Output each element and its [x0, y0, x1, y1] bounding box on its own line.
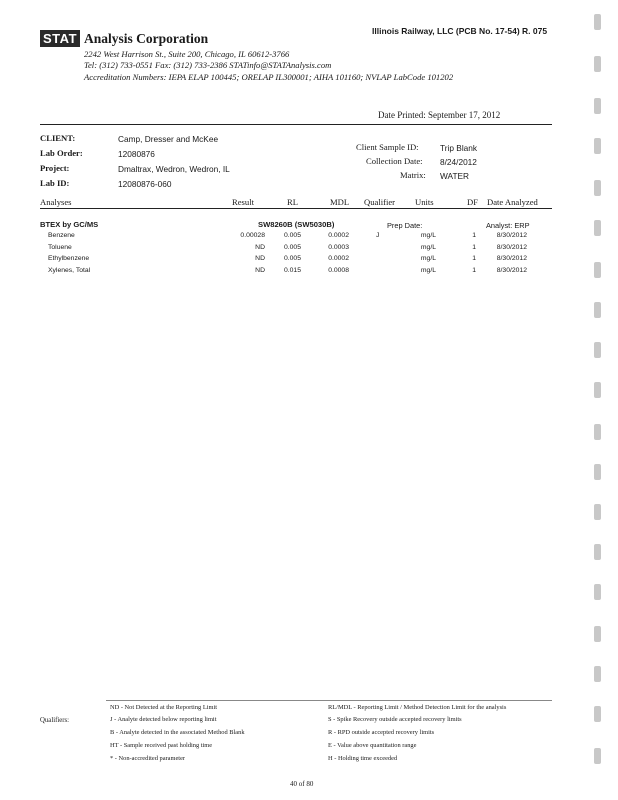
- col-qualifier: Qualifier: [364, 197, 396, 207]
- company-name: Analysis Corporation: [84, 30, 209, 46]
- col-analyses: Analyses: [40, 197, 72, 207]
- company-contact: Tel: (312) 733-0551 Fax: (312) 733-2386 STATinfo@STATAnalysis.com: [84, 60, 332, 70]
- col-rl: RL: [287, 197, 298, 207]
- accreditation-numbers: Accreditation Numbers: IEPA ELAP 100445; ORELAP IL300001; AIHA 101160; NVLAP LabCode 101202: [84, 72, 454, 82]
- col-date-analyzed: Date Analyzed: [487, 197, 538, 207]
- edge-tab: [594, 748, 601, 764]
- edge-tab: [594, 138, 601, 154]
- date-printed-value: September 17, 2012: [428, 110, 501, 120]
- edge-tab: [594, 14, 601, 30]
- qualifier-note: J - Analyte detected below reporting limit: [110, 716, 217, 723]
- edge-tab: [594, 626, 601, 642]
- cell-df: 1: [472, 243, 476, 251]
- edge-tab: [594, 98, 601, 114]
- company-address: 2242 West Harrison St., Suite 200, Chicago, IL 60612-3766: [84, 49, 290, 59]
- cell-rl: 0.005: [283, 255, 301, 262]
- col-units: Units: [415, 197, 434, 207]
- cell-result: ND: [255, 243, 265, 251]
- lab-order-label: Lab Order:: [40, 148, 83, 158]
- col-result: Result: [232, 197, 254, 207]
- edge-tab: [594, 302, 601, 318]
- edge-tab: [594, 464, 601, 480]
- cell-analyte: Ethylbenzene: [48, 255, 90, 262]
- cell-date: 8/30/2012: [496, 243, 527, 251]
- cell-units: mg/L: [420, 255, 436, 262]
- table-header-rule: [40, 208, 552, 209]
- matrix-value: WATER: [440, 171, 470, 181]
- edge-tab: [594, 584, 601, 600]
- collection-date-value: 8/24/2012: [440, 157, 477, 167]
- sample-id-value: Trip Blank: [440, 143, 478, 153]
- col-df: DF: [467, 197, 478, 207]
- qualifier-note: S - Spike Recovery outside accepted recovery limits: [328, 716, 462, 723]
- cell-analyte: Xylenes, Total: [48, 266, 91, 274]
- prep-date-label: Prep Date:: [387, 221, 423, 230]
- edge-tab: [594, 180, 601, 196]
- edge-tab: [594, 504, 601, 520]
- edge-tab: [594, 424, 601, 440]
- qualifier-note: E - Value above quantitation range: [328, 742, 417, 749]
- cell-analyte: Benzene: [48, 232, 75, 239]
- qualifier-note: B - Analyte detected in the associated Method Blank: [110, 729, 245, 736]
- date-printed: [378, 110, 500, 120]
- cell-mdl: 0.0002: [328, 255, 349, 262]
- date-printed-label: Date Printed:: [378, 110, 426, 120]
- cell-analyte: Toluene: [48, 243, 72, 251]
- edge-tab: [594, 666, 601, 682]
- qualifier-note: * - Non-accredited parameter: [110, 755, 186, 762]
- qualifier-note: HT - Sample received past holding time: [110, 742, 213, 749]
- client-value: Camp, Dresser and McKee: [118, 134, 219, 144]
- cell-result: ND: [255, 266, 265, 274]
- company-logo: [40, 30, 208, 47]
- qualifiers-label: Qualifiers:: [40, 717, 70, 724]
- edge-tab: [594, 262, 601, 278]
- cell-result: 0.00028: [240, 232, 265, 239]
- lab-id-value: 12080876-060: [118, 179, 172, 189]
- qualifier-note: RL/MDL - Reporting Limit / Method Detection Limit for the analysis: [328, 704, 507, 711]
- header-rule: [40, 124, 552, 125]
- cell-mdl: 0.0002: [328, 232, 349, 239]
- lab-order-value: 12080876: [118, 149, 155, 159]
- sample-id-label: Client Sample ID:: [356, 142, 419, 152]
- cell-result: ND: [255, 255, 265, 262]
- analyst: Analyst: ERP: [486, 221, 530, 230]
- cell-date: 8/30/2012: [496, 255, 527, 262]
- project-label: Project:: [40, 163, 70, 173]
- project-value: Dmaltrax, Wedron, Wedron, IL: [118, 164, 230, 174]
- edge-tab: [594, 382, 601, 398]
- cell-rl: 0.015: [283, 266, 301, 274]
- lab-id-label: Lab ID:: [40, 178, 70, 188]
- edge-tab: [594, 220, 601, 236]
- cell-date: 8/30/2012: [496, 266, 527, 274]
- cell-rl: 0.005: [283, 232, 301, 239]
- qualifier-note: H - Holding time exceeded: [328, 755, 398, 762]
- matrix-label: Matrix:: [400, 170, 426, 180]
- cell-units: mg/L: [420, 266, 436, 274]
- document-reference: Illinois Railway, LLC (PCB No. 17-54) R. 075: [372, 26, 548, 36]
- client-label: CLIENT:: [40, 133, 76, 143]
- cell-df: 1: [472, 255, 476, 262]
- cell-mdl: 0.0003: [328, 243, 349, 251]
- cell-units: mg/L: [420, 232, 436, 239]
- footer-rule: [106, 700, 552, 701]
- collection-date-label: Collection Date:: [366, 156, 423, 166]
- qualifier-note: ND - Not Detected at the Reporting Limit: [110, 704, 218, 711]
- cell-df: 1: [472, 232, 476, 239]
- edge-tab: [594, 706, 601, 722]
- col-mdl: MDL: [330, 197, 350, 207]
- cell-rl: 0.005: [283, 243, 301, 251]
- logo-mark: STAT: [40, 30, 80, 47]
- cell-units: mg/L: [420, 243, 436, 251]
- qualifier-note: R - RPD outside accepted recovery limits: [328, 729, 435, 736]
- method-group-name: BTEX by GC/MS: [40, 220, 99, 229]
- cell-mdl: 0.0008: [328, 266, 349, 274]
- edge-tab: [594, 544, 601, 560]
- edge-tab: [594, 342, 601, 358]
- edge-tab: [594, 56, 601, 72]
- page-number: 40 of 80: [290, 780, 314, 788]
- cell-df: 1: [472, 266, 476, 274]
- method-code: SW8260B (SW5030B): [258, 220, 335, 229]
- cell-qual: J: [376, 232, 380, 239]
- cell-date: 8/30/2012: [496, 232, 527, 239]
